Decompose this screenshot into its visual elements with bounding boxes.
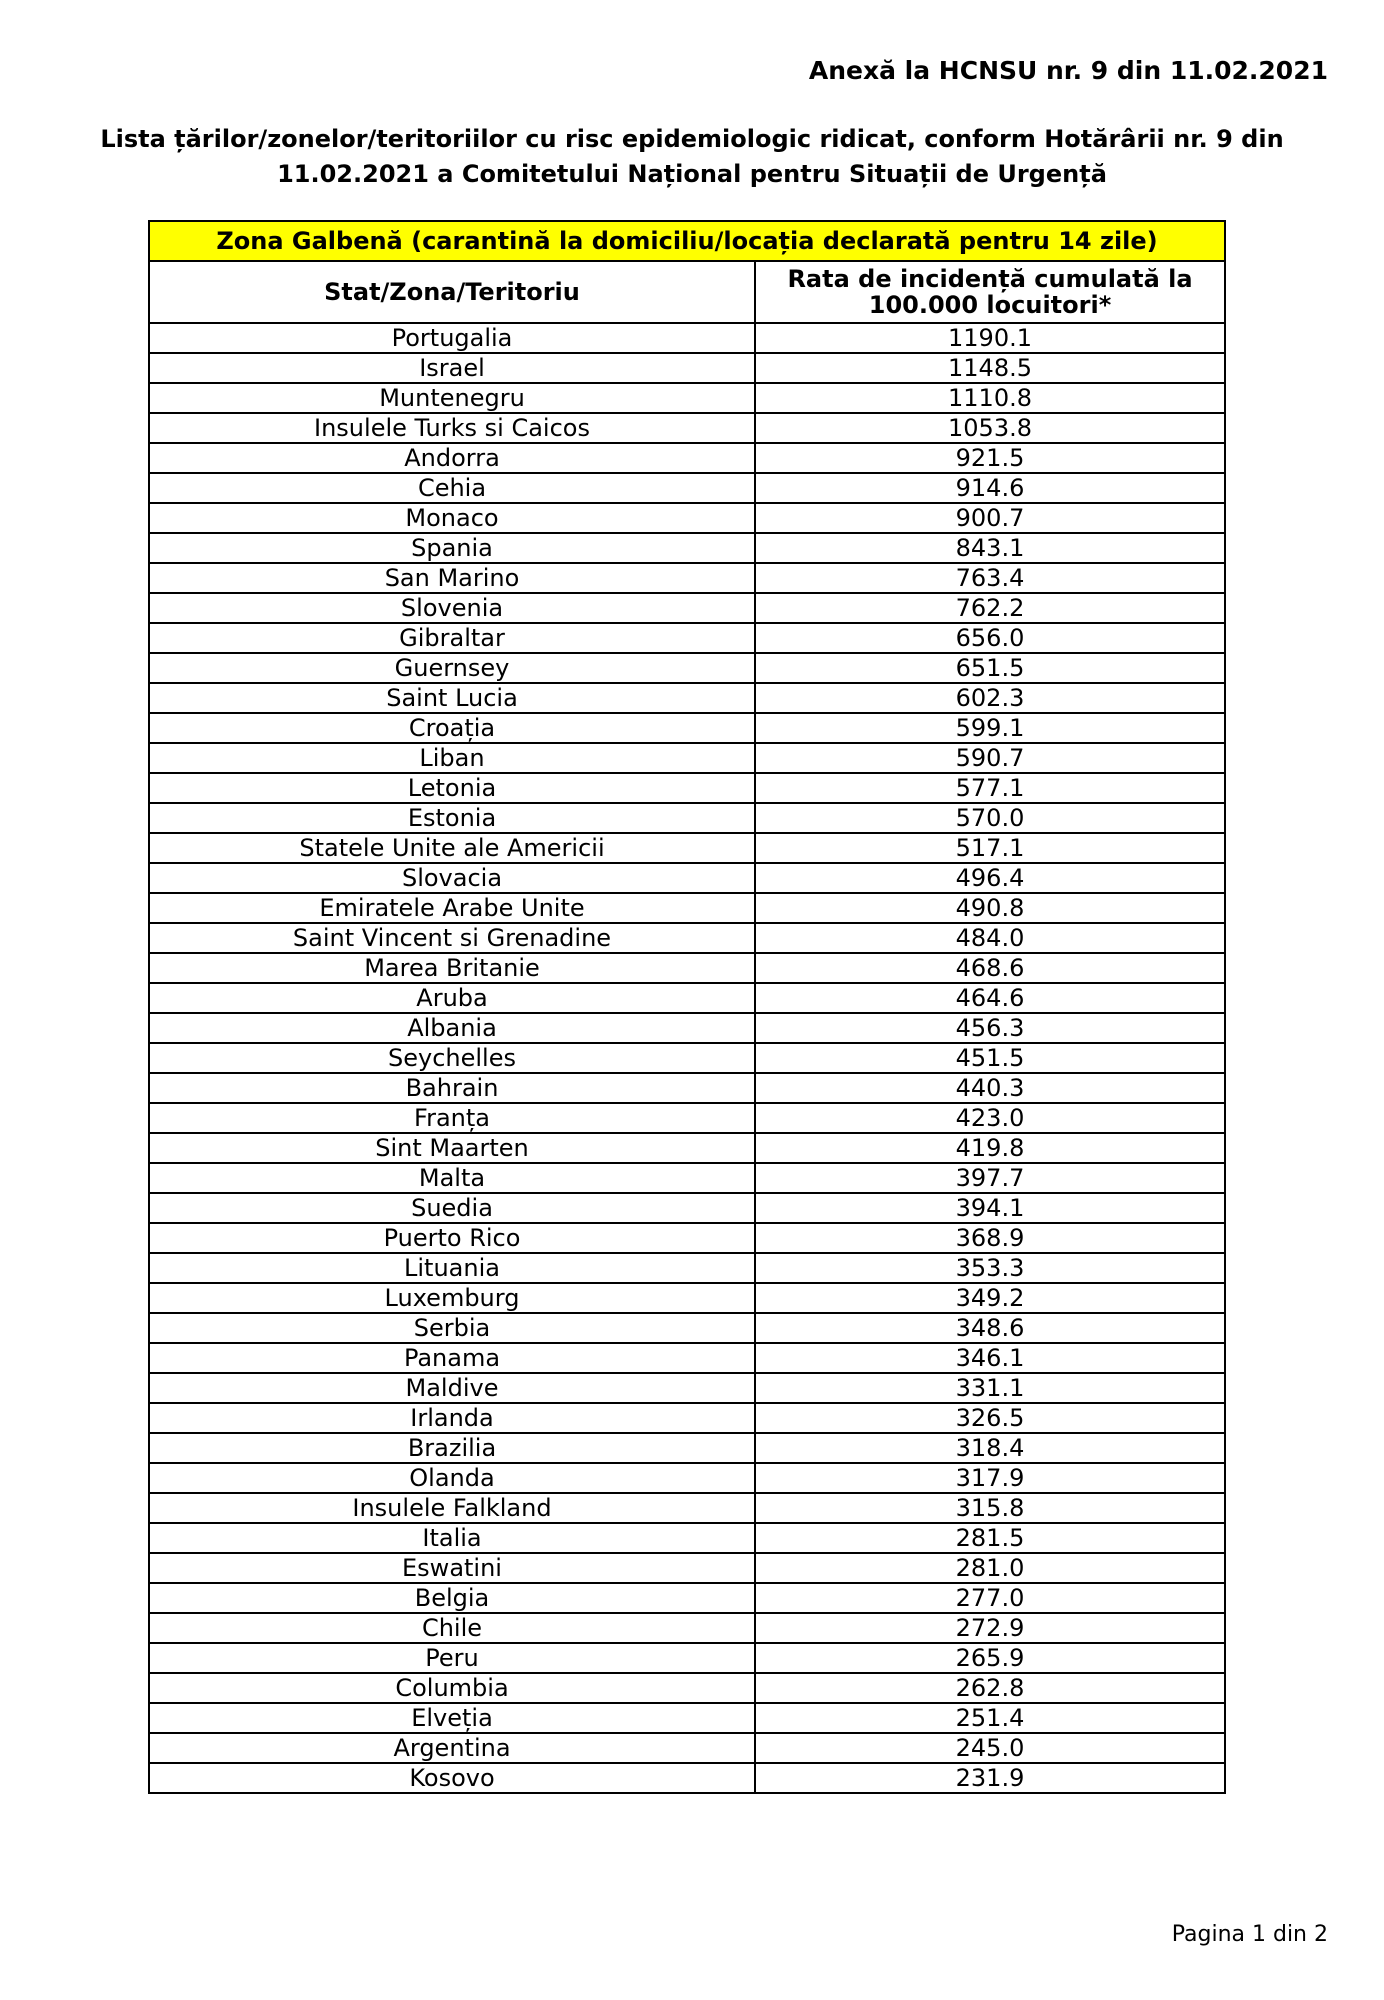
column-header-row: [149, 261, 1225, 323]
country-cell: Letonia: [149, 773, 755, 803]
country-cell: Croația: [149, 713, 755, 743]
table-row: [149, 743, 1225, 773]
rate-cell: 315.8: [755, 1493, 1225, 1523]
table-row: [149, 1673, 1225, 1703]
country-cell: Estonia: [149, 803, 755, 833]
title-line-1: Lista țărilor/zonelor/teritoriilor cu risc epidemiologic ridicat, conform Hotărârii nr. 9 din: [100, 125, 1284, 153]
country-cell: San Marino: [149, 563, 755, 593]
rate-cell: 656.0: [755, 623, 1225, 653]
table-row: [149, 473, 1225, 503]
table-row: [149, 1013, 1225, 1043]
table-row: [149, 443, 1225, 473]
rate-cell: 277.0: [755, 1583, 1225, 1613]
country-cell: Portugalia: [149, 323, 755, 353]
rate-cell: 456.3: [755, 1013, 1225, 1043]
rate-cell: 251.4: [755, 1703, 1225, 1733]
country-cell: Israel: [149, 353, 755, 383]
rate-cell: 517.1: [755, 833, 1225, 863]
table-row: [149, 1283, 1225, 1313]
rate-cell: 346.1: [755, 1343, 1225, 1373]
rate-cell: 900.7: [755, 503, 1225, 533]
table-row: [149, 1703, 1225, 1733]
rate-cell: 1110.8: [755, 383, 1225, 413]
table-row: [149, 1223, 1225, 1253]
table-row: [149, 1433, 1225, 1463]
table-row: [149, 983, 1225, 1013]
page-number: Pagina 1 din 2: [1171, 1922, 1328, 1947]
rate-cell: 397.7: [755, 1163, 1225, 1193]
table-row: [149, 1103, 1225, 1133]
rate-cell: 651.5: [755, 653, 1225, 683]
zone-header: Zona Galbenă (carantină la domiciliu/locația declarată pentru 14 zile): [149, 221, 1225, 261]
country-cell: Italia: [149, 1523, 755, 1553]
rate-cell: 231.9: [755, 1763, 1225, 1793]
rate-cell: 451.5: [755, 1043, 1225, 1073]
table-row: [149, 1373, 1225, 1403]
rate-cell: 348.6: [755, 1313, 1225, 1343]
zone-header-row: [149, 221, 1225, 261]
country-cell: Muntenegru: [149, 383, 755, 413]
table-row: [149, 1553, 1225, 1583]
table-row: [149, 1043, 1225, 1073]
country-cell: Saint Lucia: [149, 683, 755, 713]
annex-reference: Anexă la HCNSU nr. 9 din 11.02.2021: [808, 56, 1328, 85]
rate-cell: 349.2: [755, 1283, 1225, 1313]
table-row: [149, 593, 1225, 623]
table-row: [149, 563, 1225, 593]
country-cell: Bahrain: [149, 1073, 755, 1103]
country-cell: Insulele Turks si Caicos: [149, 413, 755, 443]
country-cell: Irlanda: [149, 1403, 755, 1433]
table-row: [149, 1073, 1225, 1103]
rate-cell: 468.6: [755, 953, 1225, 983]
rate-cell: 599.1: [755, 713, 1225, 743]
country-cell: Cehia: [149, 473, 755, 503]
table-row: [149, 1643, 1225, 1673]
country-cell: Albania: [149, 1013, 755, 1043]
country-cell: Franța: [149, 1103, 755, 1133]
column-header-rate-line-2: 100.000 locuitori*: [868, 291, 1112, 319]
country-cell: Eswatini: [149, 1553, 755, 1583]
rate-cell: 423.0: [755, 1103, 1225, 1133]
country-cell: Kosovo: [149, 1763, 755, 1793]
rate-cell: 262.8: [755, 1673, 1225, 1703]
rate-cell: 590.7: [755, 743, 1225, 773]
table-row: [149, 1193, 1225, 1223]
table-row: [149, 683, 1225, 713]
rate-cell: 1190.1: [755, 323, 1225, 353]
rate-cell: 1053.8: [755, 413, 1225, 443]
rate-cell: 763.4: [755, 563, 1225, 593]
table-row: [149, 1163, 1225, 1193]
column-header-rate: [755, 261, 1225, 323]
table-row: [149, 713, 1225, 743]
table-row: [149, 773, 1225, 803]
rate-cell: 245.0: [755, 1733, 1225, 1763]
table-row: [149, 1133, 1225, 1163]
country-cell: Emiratele Arabe Unite: [149, 893, 755, 923]
country-cell: Monaco: [149, 503, 755, 533]
country-cell: Chile: [149, 1613, 755, 1643]
country-cell: Brazilia: [149, 1433, 755, 1463]
table-row: [149, 1733, 1225, 1763]
country-cell: Marea Britanie: [149, 953, 755, 983]
table-row: [149, 1523, 1225, 1553]
rate-cell: 490.8: [755, 893, 1225, 923]
rate-cell: 326.5: [755, 1403, 1225, 1433]
rate-cell: 577.1: [755, 773, 1225, 803]
rate-cell: 496.4: [755, 863, 1225, 893]
table-row: [149, 833, 1225, 863]
rate-cell: 318.4: [755, 1433, 1225, 1463]
rate-cell: 331.1: [755, 1373, 1225, 1403]
table-row: [149, 1313, 1225, 1343]
column-header-rate-line-1: Rata de incidență cumulată la: [787, 265, 1193, 293]
rate-cell: 570.0: [755, 803, 1225, 833]
rate-cell: 265.9: [755, 1643, 1225, 1673]
country-cell: Liban: [149, 743, 755, 773]
table-row: [149, 1493, 1225, 1523]
rate-cell: 602.3: [755, 683, 1225, 713]
table-row: [149, 1253, 1225, 1283]
table-row: [149, 803, 1225, 833]
country-cell: Lituania: [149, 1253, 755, 1283]
rate-cell: 281.0: [755, 1553, 1225, 1583]
country-cell: Serbia: [149, 1313, 755, 1343]
table-row: [149, 923, 1225, 953]
table-row: [149, 653, 1225, 683]
rate-cell: 762.2: [755, 593, 1225, 623]
rate-cell: 440.3: [755, 1073, 1225, 1103]
table-row: [149, 353, 1225, 383]
column-header-country: Stat/Zona/Teritoriu: [149, 261, 755, 323]
table-row: [149, 1613, 1225, 1643]
title-line-2: 11.02.2021 a Comitetului Național pentru Situații de Urgență: [277, 160, 1107, 188]
rate-cell: 368.9: [755, 1223, 1225, 1253]
country-cell: Elveția: [149, 1703, 755, 1733]
country-cell: Gibraltar: [149, 623, 755, 653]
country-list-table: [148, 220, 1226, 1794]
country-cell: Slovacia: [149, 863, 755, 893]
country-cell: Statele Unite ale Americii: [149, 833, 755, 863]
table-row: [149, 413, 1225, 443]
country-cell: Spania: [149, 533, 755, 563]
country-cell: Aruba: [149, 983, 755, 1013]
table-row: [149, 1463, 1225, 1493]
country-cell: Panama: [149, 1343, 755, 1373]
table-row: [149, 863, 1225, 893]
rate-cell: 353.3: [755, 1253, 1225, 1283]
table-row: [149, 1763, 1225, 1793]
rate-cell: 1148.5: [755, 353, 1225, 383]
country-cell: Insulele Falkland: [149, 1493, 755, 1523]
table-body: [149, 323, 1225, 1793]
country-cell: Slovenia: [149, 593, 755, 623]
rate-cell: 921.5: [755, 443, 1225, 473]
country-cell: Luxemburg: [149, 1283, 755, 1313]
table-row: [149, 623, 1225, 653]
rate-cell: 914.6: [755, 473, 1225, 503]
table-row: [149, 893, 1225, 923]
table-row: [149, 323, 1225, 353]
country-cell: Andorra: [149, 443, 755, 473]
table-row: [149, 1583, 1225, 1613]
table-row: [149, 383, 1225, 413]
country-cell: Maldive: [149, 1373, 755, 1403]
rate-cell: 843.1: [755, 533, 1225, 563]
table-row: [149, 1343, 1225, 1373]
country-cell: Seychelles: [149, 1043, 755, 1073]
rate-cell: 464.6: [755, 983, 1225, 1013]
rate-cell: 419.8: [755, 1133, 1225, 1163]
table-row: [149, 1403, 1225, 1433]
country-cell: Argentina: [149, 1733, 755, 1763]
table-row: [149, 503, 1225, 533]
country-cell: Guernsey: [149, 653, 755, 683]
rate-cell: 394.1: [755, 1193, 1225, 1223]
country-cell: Peru: [149, 1643, 755, 1673]
country-cell: Malta: [149, 1163, 755, 1193]
rate-cell: 317.9: [755, 1463, 1225, 1493]
rate-cell: 272.9: [755, 1613, 1225, 1643]
country-cell: Suedia: [149, 1193, 755, 1223]
country-cell: Saint Vincent si Grenadine: [149, 923, 755, 953]
table-row: [149, 533, 1225, 563]
table-row: [149, 953, 1225, 983]
document-title: [60, 122, 1324, 192]
country-cell: Puerto Rico: [149, 1223, 755, 1253]
country-cell: Olanda: [149, 1463, 755, 1493]
rate-cell: 484.0: [755, 923, 1225, 953]
country-cell: Belgia: [149, 1583, 755, 1613]
country-cell: Sint Maarten: [149, 1133, 755, 1163]
rate-cell: 281.5: [755, 1523, 1225, 1553]
country-cell: Columbia: [149, 1673, 755, 1703]
